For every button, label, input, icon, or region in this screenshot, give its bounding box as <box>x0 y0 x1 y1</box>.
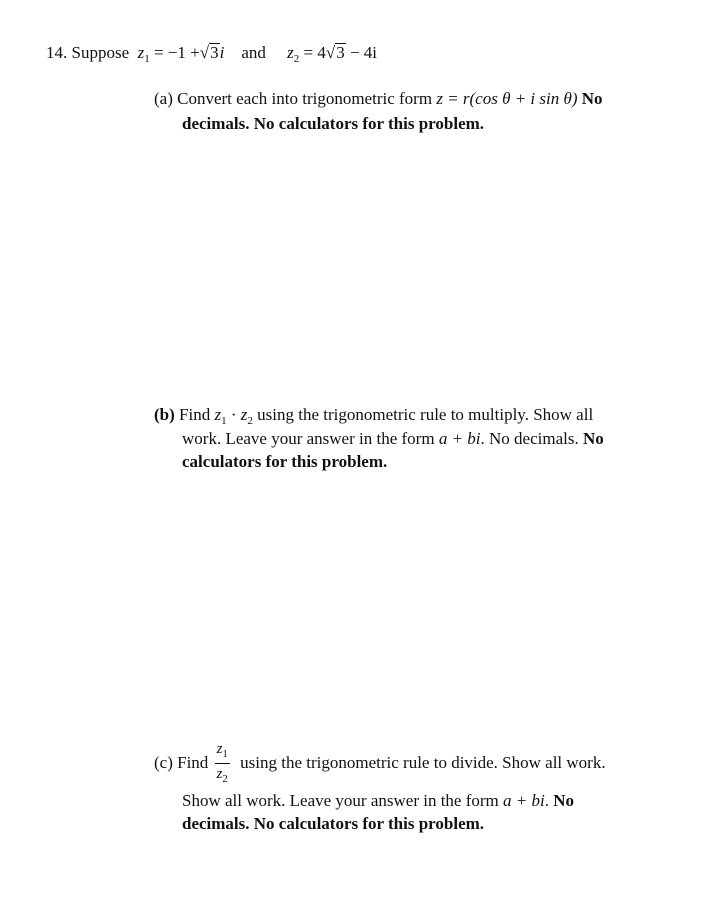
part-c-bold1: No <box>553 791 575 810</box>
part-c-label: (c) <box>154 752 173 772</box>
part-a-line2: decimals. No calculators for this problem. <box>182 114 485 133</box>
part-b-z2: $z_2$ <box>240 405 253 427</box>
problem-intro: Suppose <box>71 43 130 62</box>
part-b-find: Find <box>179 405 211 424</box>
part-c-text1: using the trigonometric rule to divide. Show all work. <box>240 752 606 772</box>
z2-variable: $z_2$ <box>287 43 300 65</box>
part-b-line3: calculators for this problem. <box>182 452 388 471</box>
problem-number: 14. <box>46 43 68 62</box>
part-c-line2 <box>182 790 574 812</box>
part-b-line2 <box>182 428 604 450</box>
part-b-text1: using the trigonometric rule to multiply. Show all <box>257 405 594 424</box>
z1-variable: $z_1$ <box>137 43 150 65</box>
part-b-form: a + bi <box>438 429 481 448</box>
fraction-numerator: $z_1$ <box>215 741 230 764</box>
part-a-line1 <box>154 88 603 110</box>
part-c-line3: decimals. No calculators for this problem. <box>182 814 485 833</box>
part-b-label: (b) <box>154 405 175 424</box>
z2-value-prefix: = 4 <box>303 43 326 62</box>
z1-value-prefix: = −1 + <box>154 43 200 62</box>
part-b-z1: $z_1$ <box>214 405 227 427</box>
z2-sqrt: √3 <box>325 43 345 62</box>
z2-value-suffix: − 4i <box>349 43 378 62</box>
part-c-form: a + bi <box>503 791 545 810</box>
part-b-text2a: work. Leave your answer in the form <box>182 429 435 448</box>
part-a-text: Convert each into trigonometric form <box>177 89 433 108</box>
part-a-bold1: No <box>581 89 603 108</box>
part-b-text2b: . No decimals. <box>480 429 579 448</box>
fraction-denominator: $z_2$ <box>216 766 228 785</box>
z1-imag-unit: i <box>219 43 225 62</box>
problem-statement <box>46 42 377 70</box>
and-word: and <box>241 43 266 62</box>
part-b-bold1: No <box>582 429 604 448</box>
part-b-dot: · <box>230 405 237 424</box>
part-c-text2a: Show all work. Leave your answer in the form <box>182 791 499 810</box>
z1-sqrt: √3 <box>199 43 219 62</box>
part-c-text2b: . <box>544 791 549 810</box>
part-c-line1 <box>154 741 606 787</box>
part-c-find: Find <box>177 752 209 772</box>
part-a-label: (a) <box>154 89 173 108</box>
trig-form-formula: z = r(cos θ + i sin θ) <box>436 89 578 108</box>
part-c-fraction <box>215 741 230 787</box>
